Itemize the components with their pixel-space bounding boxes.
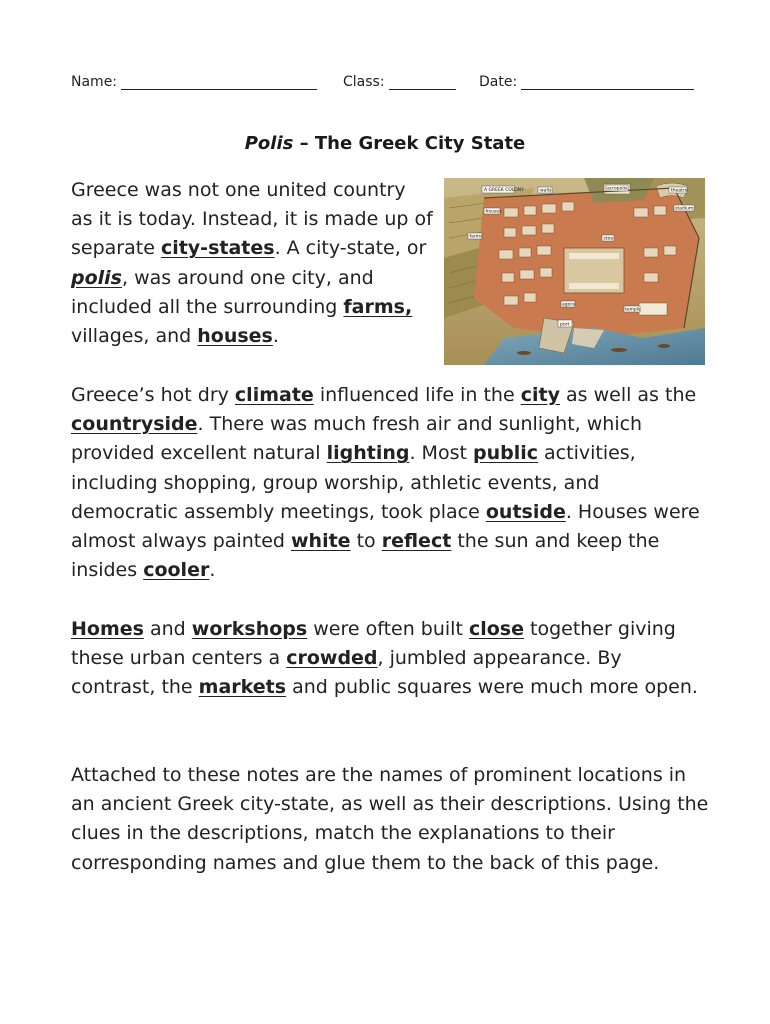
text: together giving these urban centers a	[71, 618, 676, 670]
text: the sun and keep the insides	[71, 530, 660, 582]
text: .	[272, 325, 279, 348]
text: . A city-state, or	[274, 237, 427, 260]
text: . There was much fresh air and sunlight, which provided excellent natural	[71, 413, 643, 465]
label-stoa: stoa	[603, 236, 614, 242]
text: . Houses were almost always painted	[71, 500, 700, 553]
name-field[interactable]	[71, 74, 317, 90]
text: Greece was not one united country as it is today. Instead, it is made up of separate	[71, 179, 433, 260]
name-label: Name:	[71, 74, 118, 90]
text: as well as the	[559, 384, 697, 406]
text: .	[209, 559, 216, 582]
text: , jumbled appearance. By contrast, the	[71, 647, 622, 699]
title-italic: Polis	[244, 133, 294, 154]
text: and public squares were much more open.	[286, 676, 698, 699]
title-rest: – The Greek City State	[293, 133, 526, 154]
label-port: port	[560, 322, 570, 328]
keyword: close	[468, 618, 524, 640]
intro-paragraph	[71, 176, 433, 351]
page-title	[0, 133, 770, 154]
text: and	[143, 618, 192, 640]
keyword: outside	[485, 500, 566, 523]
keyword: climate	[234, 384, 314, 406]
date-label: Date:	[479, 74, 518, 90]
name-line	[121, 75, 317, 90]
label-walls: walls	[540, 188, 552, 194]
keyword: houses	[197, 325, 273, 348]
keyword: Homes	[71, 618, 144, 640]
city-map-image	[444, 178, 705, 365]
class-field[interactable]	[343, 74, 456, 90]
keyword: cooler	[143, 559, 210, 582]
keyword: crowded	[286, 647, 378, 670]
label-farms: farms	[469, 234, 483, 240]
keyword: farms,	[343, 295, 413, 318]
greek-colony-illustration	[444, 178, 705, 365]
keyword: polis	[71, 266, 122, 289]
label-temple: temple	[625, 307, 641, 313]
label-stadium: stadium	[675, 206, 694, 212]
class-line	[389, 75, 456, 90]
keyword: reflect	[381, 530, 452, 553]
label-agora: agora	[562, 302, 575, 308]
label-acropolis: acropolis	[607, 186, 628, 192]
illustration-banner: A GREEK COLONY	[484, 188, 524, 193]
label-houses: houses	[485, 209, 502, 215]
keyword: public	[472, 442, 538, 465]
keyword: city	[520, 384, 560, 406]
keyword: countryside	[71, 413, 198, 436]
instructions-paragraph: Attached to these notes are the names of prominent locations in an ancient Greek city-state, as well as their descriptions. Using the clues in the descriptions, match the explanations to their corresponding names and glue them to the back of this page.	[71, 764, 709, 874]
text: , was around one city, and included all the surrounding	[71, 266, 374, 318]
text: . Most	[409, 442, 473, 465]
text: villages, and	[71, 325, 198, 348]
keyword: city-states	[160, 237, 275, 260]
text: were often built	[307, 618, 469, 640]
homes-paragraph	[71, 615, 711, 703]
text: activities, including shopping, group worship, athletic events, and democratic assembly meetings, took place	[71, 442, 636, 523]
keyword: white	[291, 530, 351, 553]
label-theatre: theatre	[671, 188, 688, 194]
keyword: workshops	[191, 618, 308, 640]
date-field[interactable]	[479, 74, 694, 90]
climate-paragraph	[71, 381, 711, 585]
class-label: Class:	[343, 74, 385, 90]
keyword: markets	[198, 676, 287, 699]
text: to	[350, 530, 382, 553]
date-line	[521, 75, 694, 90]
text: influenced life in the	[313, 384, 521, 406]
text: Greece’s hot dry	[71, 384, 235, 406]
keyword: lighting	[326, 442, 410, 465]
